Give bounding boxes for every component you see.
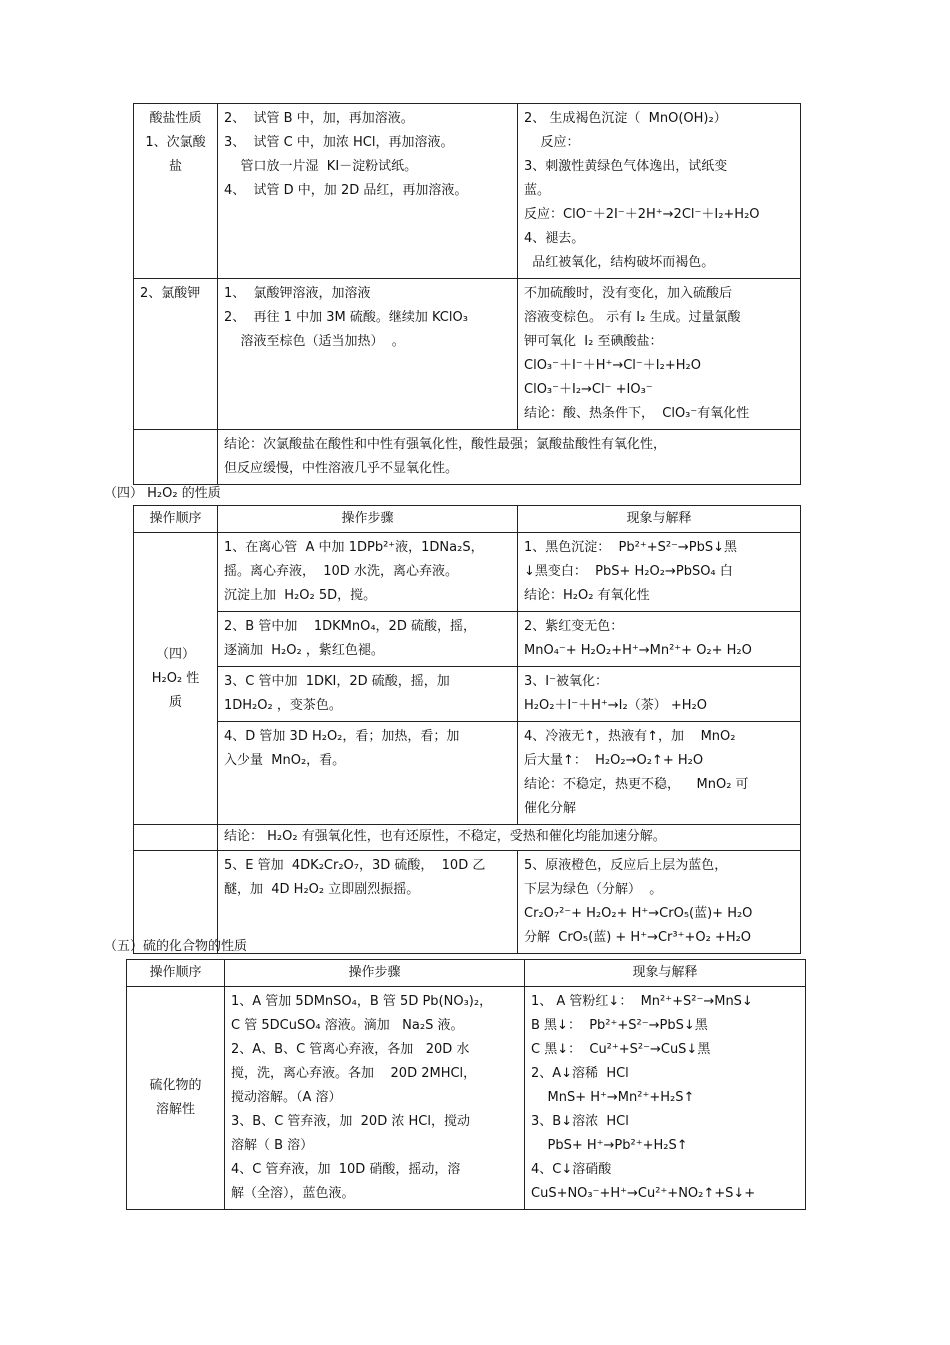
text-line: 2、A、B、C 管离心弃液，各加 20D 水 (231, 1042, 470, 1057)
procedure-cell (218, 612, 518, 667)
table-row (134, 104, 801, 279)
text-line: 2、氯酸钾 (140, 286, 201, 301)
header-row (134, 506, 801, 533)
text-line: 质 (168, 694, 182, 710)
text-line: 品红被氧化，结构破坏而褐色。 (524, 255, 715, 270)
text-line: 溶解性 (155, 1102, 195, 1117)
group-label (134, 533, 218, 825)
text-line: 3、I⁻被氧化： (524, 674, 608, 689)
text-line: 硫化物的 (149, 1078, 202, 1093)
procedure-cell (218, 104, 518, 279)
table-hypochlorite-chlorate (133, 103, 801, 485)
text-line: 4、褪去。 (524, 231, 585, 246)
table-row (134, 667, 801, 722)
text-line: 2、紫红变无色： (524, 619, 624, 634)
empty-cell (134, 430, 218, 485)
text-line: 分解 CrO₅(蓝) + H⁺→Cr³⁺+O₂ +H₂O (524, 930, 752, 945)
text-line: 逐滴加 H₂O₂ ，紫红色褪。 (224, 643, 384, 658)
text-line: 3、B、C 管弃液，加 20D 浓 HCl，搅动 (231, 1114, 470, 1129)
text-line: 3、C 管中加 1DKI，2D 硫酸，摇，加 (224, 674, 450, 689)
text-line: 2、B 管中加 1DKMnO₄，2D 硫酸，摇， (224, 619, 476, 634)
result-cell (525, 987, 806, 1210)
procedure-cell (218, 667, 518, 722)
text-line: 4、冷液无↑，热液有↑，加 MnO₂ (524, 729, 736, 744)
text-line: 4、C 管弃液，加 10D 硝酸，摇动，溶 (231, 1162, 461, 1177)
text-line: 解（全溶），蓝色液。 (231, 1186, 355, 1201)
text-line: 1、黑色沉淀： Pb²⁺+S²⁻→PbS↓黑 (524, 540, 738, 555)
text-line: MnS+ H⁺→Mn²⁺+H₂S↑ (531, 1090, 695, 1105)
text-line: B 黑↓： Pb²⁺+S²⁻→PbS↓黑 (531, 1018, 708, 1033)
row-label (134, 104, 218, 279)
text-line: 酸盐性质 (149, 111, 202, 126)
text-line: ↓黑变白： PbS+ H₂O₂→PbSO₄ 白 (524, 564, 733, 579)
text-line: 1、在离心管 A 中加 1DPb²⁺液，1DNa₂S， (224, 540, 484, 555)
table-row (134, 612, 801, 667)
conclusion-cell: 结论： H₂O₂ 有强氧化性，也有还原性，不稳定，受热和催化均能加速分解。 (218, 825, 801, 851)
text-line: 5、E 管加 4DK₂Cr₂O₇，3D 硫酸， 10D 乙 (224, 858, 486, 873)
text-line: 反应： (524, 135, 580, 150)
text-line: 溶解（ B 溶） (231, 1138, 314, 1153)
text-line: 蓝。 (524, 183, 551, 198)
result-cell (518, 533, 801, 612)
table-row (127, 987, 806, 1210)
text-line: 2、A↓溶稀 HCl (531, 1066, 629, 1081)
text-line: 2、 试管 B 中，加，再加溶液。 (224, 111, 414, 126)
text-line: C 黑↓： Cu²⁺+S²⁻→CuS↓黑 (531, 1042, 711, 1057)
result-cell (518, 722, 801, 825)
text-line: 2、 再往 1 中加 3M 硫酸。继续加 KClO₃ (224, 310, 468, 325)
row-label (134, 279, 218, 430)
text-line: 沉淀上加 H₂O₂ 5D，搅。 (224, 588, 377, 603)
text-line: PbS+ H⁺→Pb²⁺+H₂S↑ (531, 1138, 688, 1153)
text-line: 搅动溶解。（A 溶） (231, 1090, 342, 1105)
text-line: 4、 试管 D 中，加 2D 品红，再加溶液。 (224, 183, 468, 198)
procedure-cell (218, 851, 518, 954)
text-line: 钾可氧化 I₂ 至碘酸盐： (524, 334, 663, 349)
empty-cell (134, 825, 218, 851)
text-line: 1DH₂O₂ ，变茶色。 (224, 698, 342, 713)
text-line: 1、 氯酸钾溶液，加溶液 (224, 286, 371, 301)
text-line: 管口放一片湿 KI－淀粉试纸。 (224, 159, 418, 174)
text-line: 下层为绿色（分解） 。 (524, 882, 663, 897)
text-line: 不加硫酸时，没有变化，加入硫酸后 (524, 286, 733, 301)
text-line: MnO₄⁻+ H₂O₂+H⁺→Mn²⁺+ O₂+ H₂O (524, 643, 752, 658)
text-line: 结论：酸、热条件下， ClO₃⁻有氧化性 (524, 406, 750, 421)
conclusion-cell (218, 430, 801, 485)
text-line: C 管 5DCuSO₄ 溶液。滴加 Na₂S 液。 (231, 1018, 464, 1033)
column-header: 操作步骤 (225, 960, 525, 987)
result-cell (518, 851, 801, 954)
group-label (127, 987, 225, 1210)
table-sulfur-compounds (126, 959, 806, 1210)
text-line: 4、D 管加 3D H₂O₂，看；加热，看；加 (224, 729, 460, 744)
section-heading: （四） H₂O₂ 的性质 (104, 486, 221, 501)
text-line: 结论：H₂O₂ 有氧化性 (524, 588, 650, 603)
procedure-cell (225, 987, 525, 1210)
text-line: 1、 A 管粉红↓： Mn²⁺+S²⁻→MnS↓ (531, 994, 753, 1009)
text-line: 1、A 管加 5DMnSO₄，B 管 5D Pb(NO₃)₂， (231, 994, 493, 1009)
table-row (134, 722, 801, 825)
result-cell (518, 667, 801, 722)
text-line: 1、次氯酸 (145, 135, 206, 150)
text-line: 但反应缓慢，中性溶液几乎不显氧化性。 (224, 461, 459, 476)
table-row (134, 533, 801, 612)
procedure-cell (218, 722, 518, 825)
procedure-cell (218, 533, 518, 612)
text-line: H₂O₂＋I⁻＋H⁺→I₂（茶） +H₂O (524, 698, 707, 713)
table-row (134, 279, 801, 430)
text-line: 3、 试管 C 中，加浓 HCl，再加溶液。 (224, 135, 454, 150)
text-line: 结论：不稳定，热更不稳， MnO₂ 可 (524, 777, 749, 792)
column-header: 操作步骤 (218, 506, 518, 533)
text-line: 2、 生成褐色沉淀（ MnO(OH)₂） (524, 111, 727, 126)
result-cell (518, 612, 801, 667)
text-line: 搅，洗，离心弃液。各加 20D 2MHCl， (231, 1066, 477, 1081)
column-header: 操作顺序 (127, 960, 225, 987)
text-line: 溶液变棕色。 示有 I₂ 生成。过量氯酸 (524, 310, 741, 325)
text-line: 醚，加 4D H₂O₂ 立即剧烈振摇。 (224, 882, 420, 897)
procedure-cell (218, 279, 518, 430)
text-line: ClO₃⁻＋I⁻＋H⁺→Cl⁻＋I₂+H₂O (524, 358, 701, 373)
result-cell (518, 104, 801, 279)
text-line: 结论：次氯酸盐在酸性和中性有强氧化性，酸性最强；氯酸盐酸性有氧化性， (224, 437, 667, 452)
text-line: 盐 (168, 159, 182, 174)
text-line: 4、C↓溶硝酸 (531, 1162, 612, 1177)
column-header: 操作顺序 (134, 506, 218, 533)
text-line: 3、B↓溶浓 HCl (531, 1114, 629, 1129)
text-line: Cr₂O₇²⁻+ H₂O₂+ H⁺→CrO₅(蓝)+ H₂O (524, 906, 753, 921)
text-line: 溶液至棕色（适当加热） 。 (224, 334, 405, 349)
table-h2o2 (133, 505, 801, 954)
text-line: CuS+NO₃⁻+H⁺→Cu²⁺+NO₂↑+S↓+ (531, 1186, 756, 1201)
text-line: 入少量 MnO₂，看。 (224, 753, 346, 768)
header-row (127, 960, 806, 987)
text-line: 3、刺激性黄绿色气体逸出，试纸变 (524, 159, 728, 174)
text-line: ClO₃⁻＋I₂→Cl⁻ +IO₃⁻ (524, 382, 653, 397)
text-line: H₂O₂ 性 (151, 670, 200, 686)
text-line: 后大量↑： H₂O₂→O₂↑+ H₂O (524, 753, 704, 768)
text-line: （四） (155, 646, 195, 662)
table-row (134, 430, 801, 485)
table-row (134, 825, 801, 851)
text-line: 反应：ClO⁻＋2I⁻＋2H⁺→2Cl⁻＋I₂+H₂O (524, 207, 760, 222)
column-header: 现象与解释 (518, 506, 801, 533)
column-header: 现象与解释 (525, 960, 806, 987)
text-line: 摇。离心弃液， 10D 水洗，离心弃液。 (224, 564, 458, 579)
result-cell (518, 279, 801, 430)
text-line: 5、原液橙色，反应后上层为蓝色， (524, 858, 728, 873)
text-line: 催化分解 (524, 801, 577, 816)
section-heading: （五）硫的化合物的性质 (104, 939, 248, 954)
